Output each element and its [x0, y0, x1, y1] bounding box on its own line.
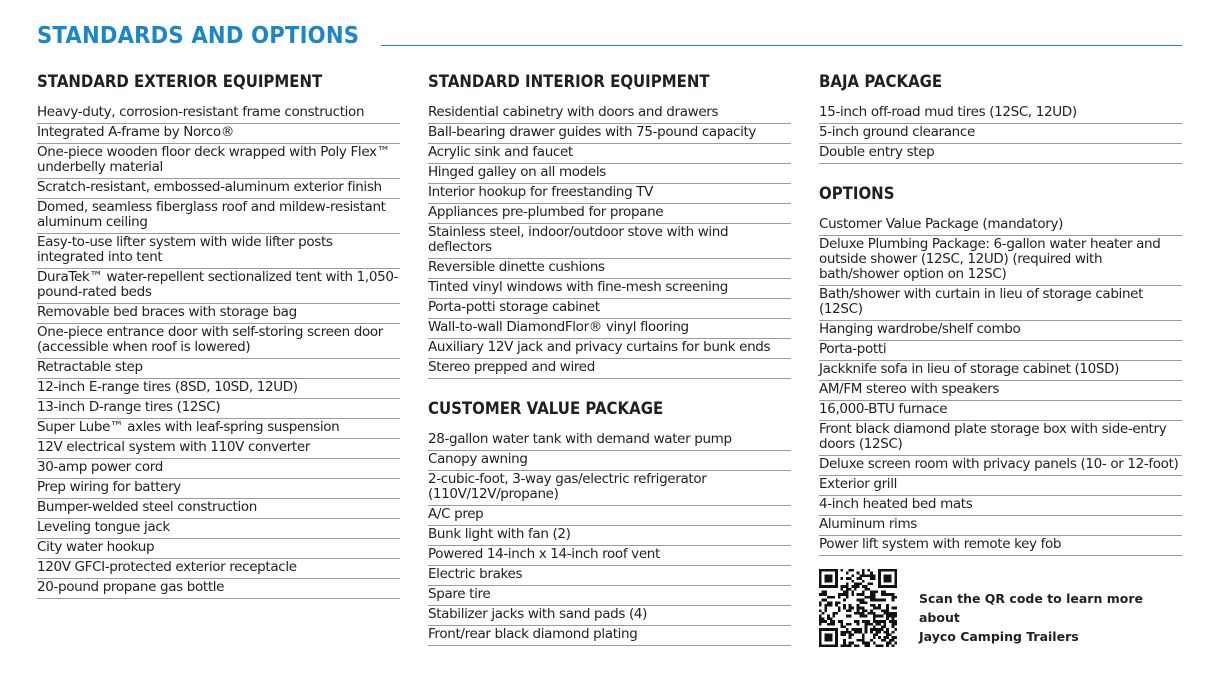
list-item-text: Porta-potti storage cabinet: [428, 299, 600, 315]
list-item: [428, 144, 791, 164]
list-item: [428, 299, 791, 319]
list-item: [37, 419, 400, 439]
list-item-text: Residential cabinetry with doors and drawers: [428, 104, 719, 120]
list-item: [819, 496, 1182, 516]
list-item: [819, 104, 1182, 124]
list-item: [37, 104, 400, 124]
list-item: [428, 204, 791, 224]
list-item-text: Hanging wardrobe/shelf combo: [819, 321, 1021, 337]
list-item: [428, 546, 791, 566]
list-item: [819, 421, 1182, 456]
list-item: [428, 606, 791, 626]
list-item-text: Reversible dinette cushions: [428, 259, 605, 275]
item-list: [819, 104, 1182, 164]
list-item-text: Auxiliary 12V jack and privacy curtains for bunk ends: [428, 339, 771, 355]
list-item: [428, 526, 791, 546]
list-item: [37, 144, 400, 179]
list-item: [428, 319, 791, 339]
list-item: [37, 539, 400, 559]
list-item: [37, 179, 400, 199]
list-item-text: A/C prep: [428, 506, 484, 522]
list-item-text: Stabilizer jacks with sand pads (4): [428, 606, 648, 622]
list-item-text: Retractable step: [37, 359, 143, 375]
list-item-text: Scratch-resistant, embossed-aluminum exterior finish: [37, 179, 382, 195]
list-item: [37, 379, 400, 399]
list-item-text: Electric brakes: [428, 566, 523, 582]
list-item: [428, 566, 791, 586]
list-item-text: Bath/shower with curtain in lieu of storage cabinet (12SC): [819, 286, 1144, 317]
list-item: [819, 321, 1182, 341]
list-item: [819, 361, 1182, 381]
list-item-text: Canopy awning: [428, 451, 528, 467]
list-item-text: Removable bed braces with storage bag: [37, 304, 297, 320]
section: [428, 70, 791, 379]
list-item-text: Integrated A-frame by Norco®: [37, 124, 234, 140]
list-item-text: Prep wiring for battery: [37, 479, 181, 495]
list-item-text: Front/rear black diamond plating: [428, 626, 638, 642]
list-item-text: Tinted vinyl windows with fine-mesh screening: [428, 279, 728, 295]
list-item: [428, 279, 791, 299]
section-heading: BAJA PACKAGE: [819, 72, 943, 92]
list-item-text: 12-inch E-range tires (8SD, 10SD, 12UD): [37, 379, 298, 395]
list-item-text: 120V GFCI-protected exterior receptacle: [37, 559, 297, 575]
list-item-text: 20-pound propane gas bottle: [37, 579, 225, 595]
qr-code-icon[interactable]: [819, 569, 897, 647]
list-item-text: 4-inch heated bed mats: [819, 496, 973, 512]
item-list: [428, 431, 791, 646]
section-heading: CUSTOMER VALUE PACKAGE: [428, 399, 664, 419]
list-item-text: Easy-to-use lifter system with wide lifter posts integrated into tent: [37, 234, 333, 265]
list-item: [428, 359, 791, 379]
section: [37, 70, 400, 599]
list-item: [819, 516, 1182, 536]
qr-caption-line-2: Jayco Camping Trailers: [919, 629, 1079, 644]
section: [819, 182, 1182, 556]
list-item: [428, 104, 791, 124]
list-item: [819, 536, 1182, 556]
list-item: [819, 286, 1182, 321]
list-item: [37, 519, 400, 539]
list-item-text: 13-inch D-range tires (12SC): [37, 399, 221, 415]
list-item: [428, 626, 791, 646]
list-item-text: Deluxe screen room with privacy panels (10- or 12-foot): [819, 456, 1179, 472]
list-item-text: Domed, seamless fiberglass roof and mildew-resistant aluminum ceiling: [37, 199, 386, 230]
item-list: [428, 104, 791, 379]
page-header: [37, 22, 1182, 50]
list-item-text: Bunk light with fan (2): [428, 526, 571, 542]
list-item-text: 15-inch off-road mud tires (12SC, 12UD): [819, 104, 1077, 120]
list-item: [37, 479, 400, 499]
list-item-text: Stainless steel, indoor/outdoor stove with wind deflectors: [428, 224, 729, 255]
list-item: [819, 144, 1182, 164]
list-item: [37, 459, 400, 479]
list-item-text: 12V electrical system with 110V converter: [37, 439, 311, 455]
item-list: [819, 216, 1182, 556]
list-item-text: Spare tire: [428, 586, 491, 602]
list-item-text: Heavy-duty, corrosion-resistant frame construction: [37, 104, 365, 120]
list-item-text: Porta-potti: [819, 341, 887, 357]
list-item: [428, 259, 791, 279]
list-item: [428, 224, 791, 259]
title-rule: [381, 45, 1182, 46]
list-item: [819, 236, 1182, 286]
section: [819, 70, 1182, 164]
list-item-text: 30-amp power cord: [37, 459, 163, 475]
list-item-text: 5-inch ground clearance: [819, 124, 975, 140]
list-item: [428, 431, 791, 451]
list-item: [428, 339, 791, 359]
list-item: [428, 184, 791, 204]
column-standard-exterior: [37, 70, 400, 617]
list-item: [37, 499, 400, 519]
list-item-text: Powered 14-inch x 14-inch roof vent: [428, 546, 660, 562]
qr-caption-line-1: Scan the QR code to learn more about: [919, 591, 1143, 625]
list-item-text: One-piece wooden floor deck wrapped with Poly Flex™ underbelly material: [37, 144, 390, 175]
list-item: [37, 579, 400, 599]
list-item-text: Wall-to-wall DiamondFlor® vinyl flooring: [428, 319, 689, 335]
list-item-text: Leveling tongue jack: [37, 519, 170, 535]
list-item: [37, 124, 400, 144]
list-item-text: Double entry step: [819, 144, 935, 160]
list-item: [819, 476, 1182, 496]
list-item: [428, 506, 791, 526]
list-item-text: Super Lube™ axles with leaf-spring suspension: [37, 419, 340, 435]
list-item: [819, 216, 1182, 236]
list-item-text: 28-gallon water tank with demand water pump: [428, 431, 732, 447]
list-item: [37, 399, 400, 419]
list-item-text: Jackknife sofa in lieu of storage cabinet (10SD): [819, 361, 1120, 377]
column-interior-and-value-package: [428, 70, 791, 664]
list-item: [37, 439, 400, 459]
list-item-text: DuraTek™ water-repellent sectionalized tent with 1,050-pound-rated beds: [37, 269, 399, 300]
list-item: [37, 559, 400, 579]
list-item: [37, 234, 400, 269]
list-item-text: Interior hookup for freestanding TV: [428, 184, 654, 200]
list-item-text: Power lift system with remote key fob: [819, 536, 1062, 552]
item-list: [37, 104, 400, 599]
list-item: [819, 401, 1182, 421]
list-item: [819, 456, 1182, 476]
list-item-text: Acrylic sink and faucet: [428, 144, 573, 160]
list-item-text: 16,000-BTU furnace: [819, 401, 948, 417]
list-item-text: Front black diamond plate storage box with side-entry doors (12SC): [819, 421, 1167, 452]
list-item: [37, 199, 400, 234]
list-item-text: Ball-bearing drawer guides with 75-pound capacity: [428, 124, 757, 140]
list-item-text: One-piece entrance door with self-storing screen door (accessible when roof is lowered): [37, 324, 383, 355]
list-item: [37, 324, 400, 359]
list-item: [819, 124, 1182, 144]
list-item-text: AM/FM stereo with speakers: [819, 381, 1000, 397]
list-item: [428, 471, 791, 506]
page-title: STANDARDS AND OPTIONS: [37, 23, 360, 49]
qr-caption: [919, 589, 1179, 646]
list-item: [37, 359, 400, 379]
section-heading: OPTIONS: [819, 184, 895, 204]
list-item-text: Customer Value Package (mandatory): [819, 216, 1064, 232]
section-heading: STANDARD EXTERIOR EQUIPMENT: [37, 72, 323, 92]
list-item: [37, 304, 400, 324]
list-item: [819, 381, 1182, 401]
list-item-text: Deluxe Plumbing Package: 6-gallon water heater and outside shower (12SC, 12UD) (required with bath/shower option on 12SC): [819, 236, 1161, 282]
list-item-text: Stereo prepped and wired: [428, 359, 595, 375]
list-item-text: Exterior grill: [819, 476, 897, 492]
list-item-text: 2-cubic-foot, 3-way gas/electric refrigerator (110V/12V/propane): [428, 471, 707, 502]
list-item-text: Hinged galley on all models: [428, 164, 606, 180]
qr-block: [819, 569, 1179, 647]
list-item-text: Aluminum rims: [819, 516, 917, 532]
list-item-text: City water hookup: [37, 539, 155, 555]
column-baja-and-options: [819, 70, 1182, 574]
list-item: [428, 586, 791, 606]
list-item: [428, 164, 791, 184]
list-item-text: Bumper-welded steel construction: [37, 499, 257, 515]
list-item: [37, 269, 400, 304]
list-item: [428, 451, 791, 471]
list-item: [819, 341, 1182, 361]
list-item: [428, 124, 791, 144]
section-heading: STANDARD INTERIOR EQUIPMENT: [428, 72, 710, 92]
list-item-text: Appliances pre-plumbed for propane: [428, 204, 664, 220]
section: [428, 397, 791, 646]
